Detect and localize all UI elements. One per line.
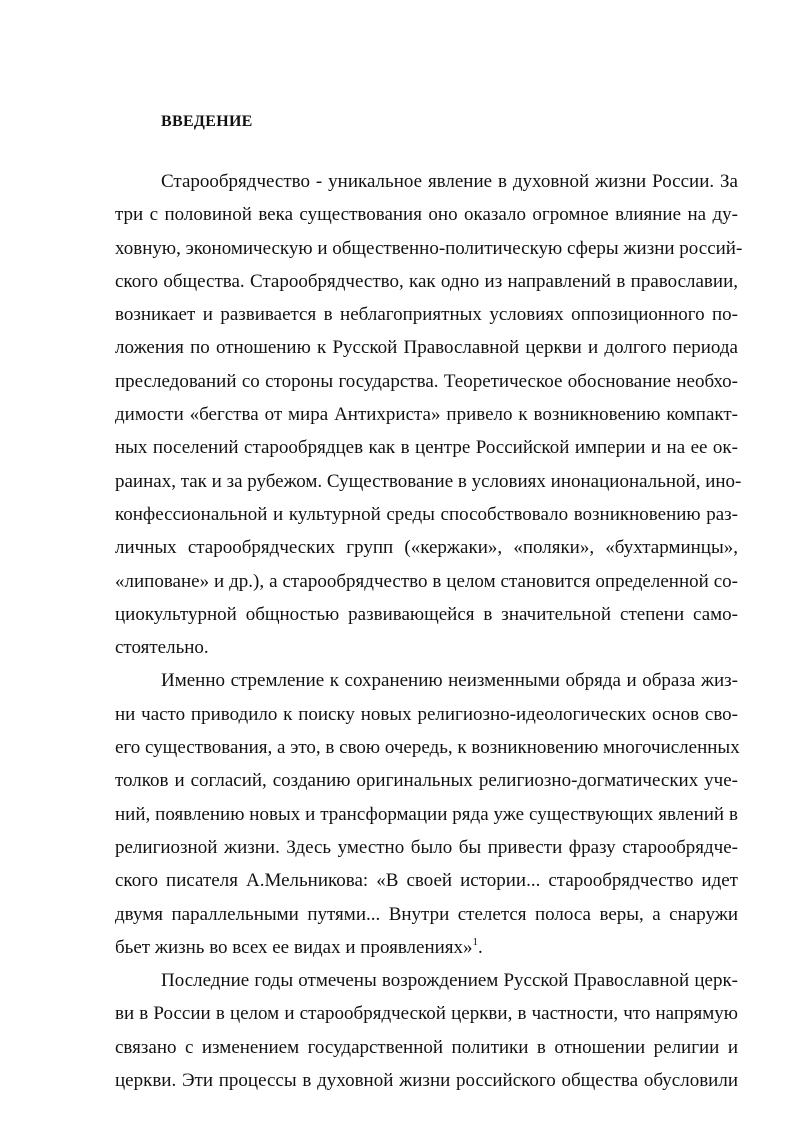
paragraph-1: [115, 165, 743, 664]
paragraph-3: [115, 964, 738, 1097]
text-line: димости «бегства от мира Антихриста» привело к возникновению компакт-: [115, 404, 738, 426]
section-heading: ВВЕДЕНИЕ: [161, 113, 253, 130]
text-line: «липоване» и др.), а старообрядчество в целом становится определенной со-: [115, 570, 738, 592]
text-line: ложения по отношению к Русской Православной церкви и долгого периода: [115, 337, 738, 359]
text-line: три с половиной века существования оно оказало огромное влияние на ду-: [115, 204, 738, 226]
text-line: связано с изменением государственной политики в отношении религии и: [115, 1036, 738, 1058]
text-line: личных старообрядческих групп («кержаки», «поляки», «бухтарминцы»,: [115, 537, 738, 559]
text-line: возникает и развивается в неблагоприятных условиях оппозиционного по-: [115, 304, 738, 326]
text-line: стоятельно.: [115, 637, 209, 659]
footnote-reference[interactable]: 1: [472, 935, 479, 948]
text-line: ховную, экономическую и общественно-политическую сферы жизни россий-: [115, 237, 743, 259]
text-line: ского общества. Старообрядчество, как одно из направлений в православии,: [115, 270, 738, 292]
text-line: бьет жизнь во всех ее видах и проявлениях»: [115, 936, 473, 958]
text-line: ни часто приводило к поиску новых религиозно-идеологических основ сво-: [115, 703, 738, 725]
body-text: [115, 165, 743, 1097]
text-line: раинах, так и за рубежом. Существование в условиях инонациональной, ино-: [115, 470, 742, 492]
text-line: Последние годы отмечены возрождением Русской Православной церк-: [161, 970, 738, 992]
text-line: Старообрядчество - уникальное явление в духовной жизни России. За: [161, 171, 738, 192]
text-line: ний, появлению новых и трансформации ряда уже существующих явлений в: [115, 803, 738, 825]
paragraph-2: [115, 664, 738, 964]
text-line: его существования, а это, в свою очередь, к возникновению многочисленных: [115, 737, 740, 759]
text-line: религиозной жизни. Здесь уместно было бы привести фразу старообрядче-: [115, 836, 738, 858]
text-line: конфессиональной и культурной среды способствовало возникновению раз-: [115, 503, 738, 525]
text-line: толков и согласий, созданию оригинальных религиозно-догматических уче-: [115, 770, 738, 792]
text-line: циокультурной общностью развивающейся в значительной степени само-: [115, 603, 738, 625]
text-line: ского писателя А.Мельникова: «В своей истории... старообрядчество идет: [115, 870, 738, 892]
text-line-with-footnote: [115, 931, 738, 964]
text-line: ных поселений старообрядцев как в центре Российской империи и на ее ок-: [115, 437, 738, 459]
line-end-punctuation: .: [478, 936, 483, 958]
text-line: Именно стремление к сохранению неизменными обряда и образа жиз-: [161, 670, 738, 692]
text-line: двумя параллельными путями... Внутри стелется полоса веры, а снаружи: [115, 903, 738, 925]
text-line: преследований со стороны государства. Теоретическое обоснование необхо-: [115, 370, 738, 392]
text-line: ви в России в целом и старообрядческой церкви, в частности, что напрямую: [115, 1003, 738, 1025]
text-line: церкви. Эти процессы в духовной жизни российского общества обусловили: [115, 1070, 738, 1092]
